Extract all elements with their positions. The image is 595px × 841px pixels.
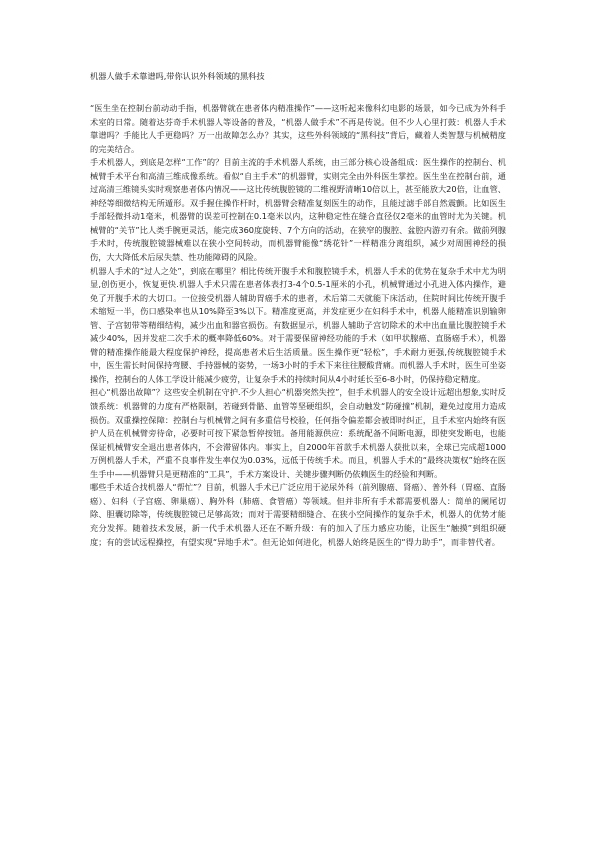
paragraph-advantages: 机器人手术的“过人之处”，到底在哪里？相比传统开腹手术和腹腔镜手术，机器人手术的优势在复杂手术中尤为明显,创伤更小，恢复更快.机器人手术只需在患者体表打3-4个0.5-1厘米的小孔，机械臂通过小孔进入体内操作，避免了开腹手术的大切口。一位接受机器人辅助胃癌手术的患者，术后第二天就能下床活动，住院时间比传统开腹手术缩短一半，伤口感染率也从10%降至3%以下。精准度更高，并发症更少在妇科手术中，机器人能精准识别输卵管、子宫韧带等精细结构，减少出血和器官损伤。有数据显示，机器人辅助子宫切除术的术中出血量比腹腔镜手术减少40%，因并发症二次手术的概率降低60%。对于需要保留神经功能的手术（如甲状腺癌、直肠癌手术），机器臂的精准操作能最大程度保护神经，提高患者术后生活质量。医生操作更“轻松”，手术耐力更强,传统腹腔镜手术中，医生需长时间保持弯腰、手持器械的姿势，一场3小时的手术下来往往腰酸背痛。而机器人手术时，医生可坐姿操作，控制台的人体工学设计能减少疲劳，让复杂手术的持续时间从4小时延长至6-8小时，仍保持稳定精度。 [90,265,506,384]
paragraph-how-it-works: 手术机器人，到底是怎样“工作”的？目前主流的手术机器人系统，由三部分核心设备组成：医生操作的控制台、机械臂手术平台和高清三维成像系统。看似“自主手术”的机器臂，实则完全由外科医生掌控。医生坐在控制台前，通过高清三维镜头实时观察患者体内情况——这比传统腹腔镜的二维视野清晰10倍以上，甚至能放大20倍，让血管、神经等细微结构无所遁形。双手握住操作杆时，机器臂会精准复刻医生的动作，且能过滤手部自然震颤。比如医生手部轻微抖动1毫米，机器臂的误差可控制在0.1毫米以内，这种稳定性在缝合直径仅2毫米的血管时尤为关键。机械臂的“关节”比人类手腕更灵活，能完成360度旋转、7个方向的活动，在狭窄的腹腔、盆腔内游刃有余。做前列腺手术时，传统腹腔镜器械难以在狭小空间转动，而机器臂能像“绣花针”一样精准分离组织，减少对周围神经的损伤，大大降低术后尿失禁、性功能障碍的风险。 [90,157,506,263]
document-page [90,70,506,549]
document-title: 机器人做手术靠谱吗,带你认识外科领域的黑科技 [90,71,265,81]
paragraph-intro: “医生坐在控制台前动动手指，机器臂就在患者体内精准操作”——这听起来像科幻电影的场景，如今已成为外科手术室的日常。随着达芬奇手术机器人等设备的普及，“机器人做手术”不再是传说。但不少人心里打鼓：机器人手术靠谱吗？手能比人手更稳吗？万一出故障怎么办？其实，这些外科领域的“黑科技”背后，藏着人类智慧与机械精度的完美结合。 [90,103,506,154]
paragraph-safety: 担心“机器出故障”？这些安全机制在守护.不少人担心“机器突然失控”，但手术机器人的安全设计远超出想象,实时反馈系统：机器臂的力度有严格限制，若碰到骨骼、血管等坚硬组织，会自动触发“防碰撞”机制，避免过度用力造成损伤。双重操控保障：控制台与机械臂之间有多重信号校验，任何指令偏差都会被即时纠正，且手术室内始终有医护人员在机械臂旁待命，必要时可按下紧急暂停按钮。备用能源供应：系统配备不间断电源，即使突发断电，也能保证机械臂安全退出患者体内，不会滞留体内。事实上，自2000年首款手术机器人获批以来，全球已完成超1000万例机器人手术，严重不良事件发生率仅为0.03%，远低于传统手术。而且，机器人手术的“最终决策权”始终在医生手中——机器臂只是更精准的“工具”，手术方案设计、关键步骤判断仍依赖医生的经验和判断。 [90,387,506,479]
paragraph-applications: 哪些手术适合找机器人“帮忙”？目前，机器人手术已广泛应用于泌尿外科（前列腺癌、肾癌）、普外科（胃癌、直肠癌）、妇科（子宫癌、卵巢癌）、胸外科（肺癌、食管癌）等领域。但并非所有手术都需要机器人：简单的阑尾切除、胆囊切除等，传统腹腔镜已足够高效；而对于需要精细缝合、在狭小空间操作的复杂手术，机器人的优势才能充分发挥。随着技术发展，新一代手术机器人还在不断升级：有的加入了压力感应功能，让医生“触摸”到组织硬度；有的尝试远程操控，有望实现“异地手术”。但无论如何进化，机器人始终是医生的“得力助手”，而非替代者。 [90,482,506,547]
